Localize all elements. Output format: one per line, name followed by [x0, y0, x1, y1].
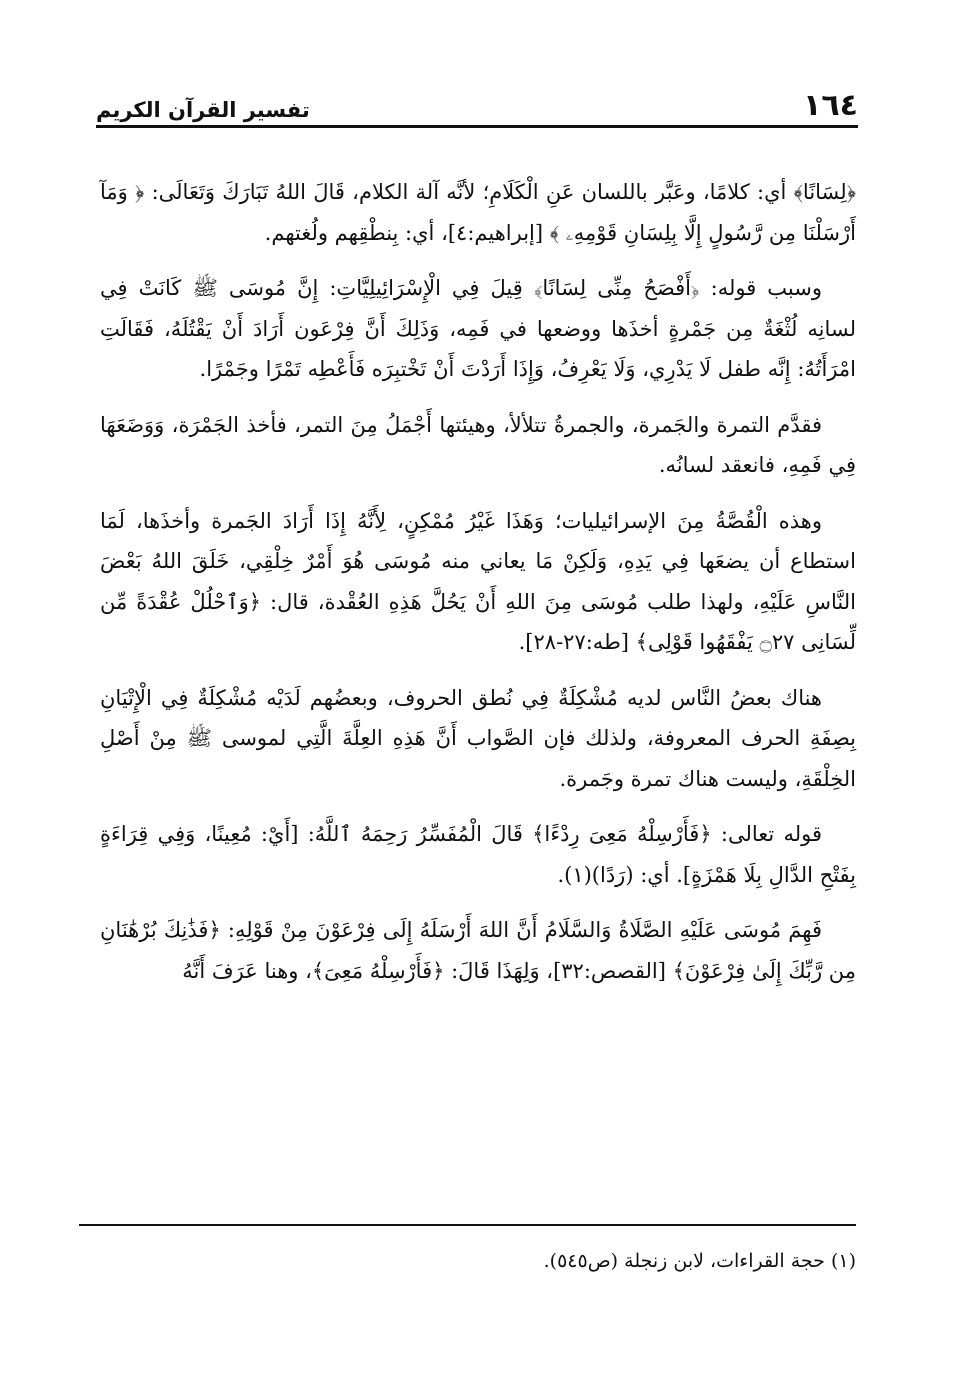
paragraph: قوله تعالى: ﴿فَأَرْسِلْهُ مَعِىَ رِدْءًا﴾ قَالَ الْمُفَسِّرُ رَحِمَهُ ٱللَّهُ: [أَيْ: مُعِينًا، وَفِي قِرَاءَةٍ بِفَتْحِ الدَّالِ بِلَا هَمْزَةٍ]. أي: (رَدًا)(١). [100, 822, 856, 887]
running-title: تفسير القرآن الكريم [96, 98, 310, 122]
paragraph: وهذه الْقُصَّةُ مِنَ الإسرائيليات؛ وَهَذَا غَيْرُ مُمْكِنٍ، لِأَنَّهُ إِذَا أَرَادَ الجَمرة وأخذَها، لَمَا استطاع أن يضعَها فِي يَدِهِ، وَلَكِنْ مَا يعاني منه مُوسَى هُوَ أَمْرٌ خِلْقِي، خَلَقَ اللهُ بَعْضَ النَّاسِ عَلَيْهِ، ولهذا طلب مُوسَى مِنَ اللهِ أَنْ يَحُلَّ هَذِهِ العُقْدة، قال: ﴿وَٱحْلُلْ عُقْدَةً مِّن لِّسَانِى ۝٢٧ يَفْقَهُوا قَوْلِى﴾ [طه:٢٧-٢٨]. [100, 508, 856, 654]
footnote: (١) حجة القراءات، لابن زنجلة (ص٥٤٥). [543, 1250, 856, 1272]
page-header [96, 84, 858, 128]
footnote-divider [79, 1224, 856, 1226]
paragraph: فقدَّم التمرة والجَمرة، والجمرةُ تتلألأ، وهيئتها أَجْمَلُ مِنَ التمر، فأخذ الجَمْرَة، وَوَضَعَهَا فِي فَمِهِ، فانعقد لسانُه. [100, 412, 856, 477]
paragraph: هناك بعضُ النَّاس لديه مُشْكِلَةٌ فِي نُطق الحروف، وبعضُهم لَدَيْه مُشْكِلَةٌ فِي الْإِتْيَانِ بِصِفَةِ الحرف المعروفة، ولذلك فإن الصَّواب أَنَّ هَذِهِ العِلَّةَ الَّتِي لموسى ﷺ مِنْ أَصْلِ الخِلْقَةِ، وليست هناك تمرة وجَمرة. [100, 685, 856, 791]
main-text [100, 172, 856, 1004]
paragraph: ﴿لِسَانًا﴾ أي: كلامًا، وعَبَّر باللسان عَنِ الْكَلَامِ؛ لأنَّه آلة الكلام، قَالَ اللهُ تَبَارَكَ وَتَعَالَى: ﴿ وَمَآ أَرْسَلْنَا مِن رَّسُولٍ إِلَّا بِلِسَانِ قَوْمِهِۦ ﴾ [إبراهيم:٤]، أي: بِنطْقِهم ولُغتهم. [100, 180, 856, 245]
paragraph: فَهِمَ مُوسَى عَلَيْهِ الصَّلَاةُ وَالسَّلَامُ أَنَّ اللهَ أَرْسَلَهُ إِلَى فِرْعَوْنَ مِنْ قَوْلِهِ: ﴿فَذَٰنِكَ بُرْهَٰنَانِ مِن رَّبِّكَ إِلَىٰ فِرْعَوْنَ﴾ [القصص:٣٢]، وَلِهَذَا قَالَ: ﴿فَأَرْسِلْهُ مَعِىَ﴾، وهنا عَرَفَ أَنَّهُ [100, 918, 856, 983]
page-number: ١٦٤ [803, 88, 858, 123]
paragraph: وسبب قوله: ﴿أَفْصَحُ مِنِّى لِسَانًا﴾ قِيلَ فِي الْإِسْرَائِيلِيَّاتِ: إِنَّ مُوسَى ﷺ كَانَتْ فِي لسانِه لُثْغَةٌ مِن جَمْرةٍ أخذَها ووضعها في فَمِه، وَذَلِكَ أَنَّ فِرْعَون أَرَادَ أَنْ يَقْتُلَهُ، فَقَالَتِ امْرَأَتُهُ: إِنَّه طفل لَا يَدْرِي، وَلَا يَعْرِفُ، وَإِذَا أَرَدْتَ أَنْ تَخْتبِرَه فَأَعْطِه تَمْرًا وجَمْرًا. [100, 276, 856, 381]
